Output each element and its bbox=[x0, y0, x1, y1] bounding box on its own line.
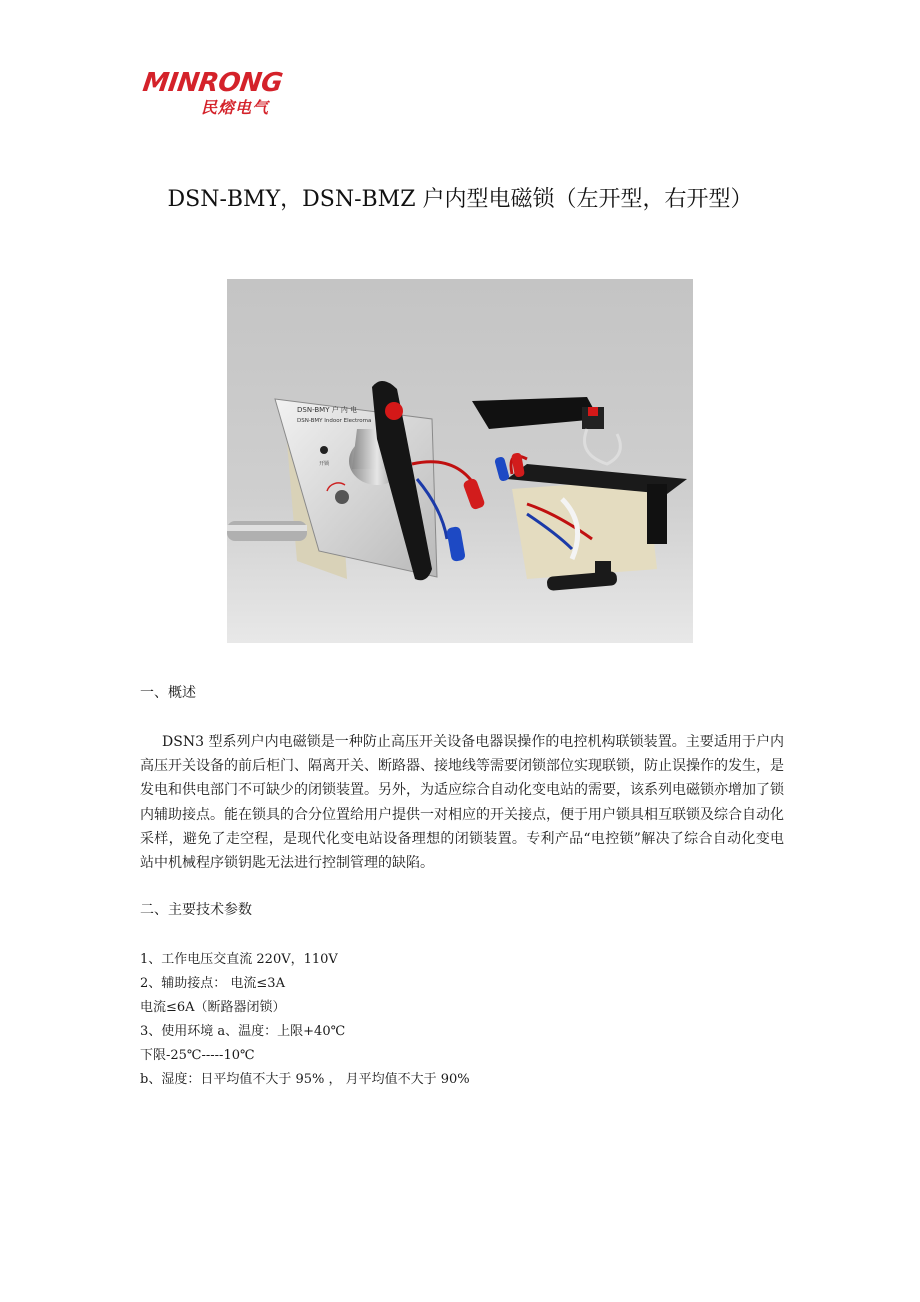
spec-line: 下限-25℃-----10℃ bbox=[140, 1048, 255, 1063]
logo-brand-cn-text: 民熔电气 bbox=[201, 98, 270, 117]
product-photo bbox=[227, 279, 693, 643]
spec-line: 1、工作电压交直流 220V，110V bbox=[140, 952, 338, 967]
section2-heading: 二、主要技术参数 bbox=[140, 902, 252, 918]
logo-brand-text: MINRONG bbox=[140, 68, 285, 98]
minrong-logo bbox=[140, 68, 293, 118]
spec-line: 2、辅助接点： 电流≤3A bbox=[140, 976, 285, 991]
panel-label-1: DSN-BMY 户 内 电 bbox=[297, 406, 358, 414]
panel-label-2: DSN-BMY Indoor Electroma bbox=[297, 418, 372, 424]
section1-paragraph: DSN3 型系列户内电磁锁是一种防止高压开关设备电器误操作的电控机构联锁装置。主要适用于户内高压开关设备的前后柜门、隔离开关、断路器、接地线等需要闭锁部位实现联锁，防止误操作的发生，是发电和供电部门不可缺少的闭锁装置。另外，为适应综合自动化变电站的需要，该系列电磁锁亦增加了锁内辅助接点。能在锁具的合分位置给用户提供一对相应的开关接点，便于用户锁具相互联锁及综合自动化采样，避免了走空程，是现代化变电站设备理想的闭锁装置。专利产品“电控锁”解决了综合自动化变电站中机械程序锁钥匙无法进行控制管理的缺陷。 bbox=[140, 734, 784, 872]
spec-line: 电流≤6A（断路器闭锁） bbox=[140, 1000, 286, 1015]
section1-heading: 一、概述 bbox=[140, 685, 196, 701]
spec-line: b、湿度：日平均值不大于 95% ， 月平均值不大于 90% bbox=[140, 1072, 470, 1087]
indicator-label: 开锁 bbox=[319, 461, 330, 467]
spec-line: 3、使用环境 a、温度：上限+40℃ bbox=[140, 1024, 346, 1039]
page-title: DSN-BMY，DSN-BMZ 户内型电磁锁（左开型，右开型） bbox=[167, 187, 753, 212]
